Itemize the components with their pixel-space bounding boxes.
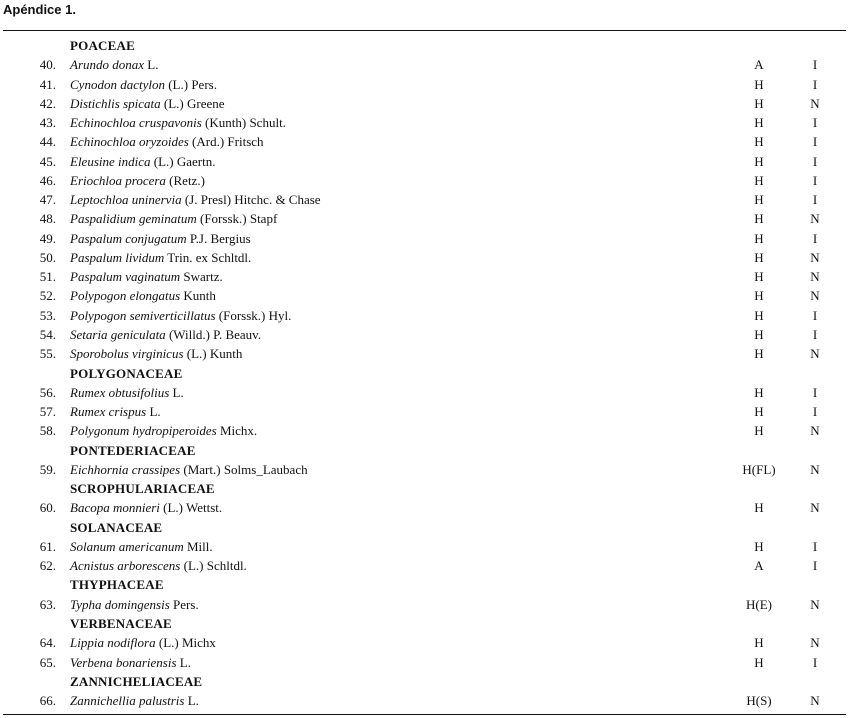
life-form-code: H — [754, 288, 764, 304]
author-citation: L. — [179, 654, 191, 670]
family-row — [0, 614, 850, 633]
scientific-name: Bacopa monnieri — [70, 500, 160, 516]
origin-code: I — [812, 153, 818, 169]
species-name — [70, 75, 217, 94]
origin-code: N — [810, 500, 820, 516]
author-citation: (Kunth) Schult. — [205, 115, 286, 131]
origin-code: N — [810, 249, 820, 265]
species-number: 43. — [39, 115, 56, 131]
species-name — [70, 306, 291, 325]
life-form-code: H — [754, 76, 764, 92]
life-form-code: H — [754, 307, 764, 323]
species-row — [0, 267, 850, 286]
scientific-name: Polypogon elongatus — [70, 288, 181, 304]
species-number: 64. — [39, 635, 56, 651]
origin-code: N — [810, 635, 820, 651]
species-row — [0, 152, 850, 171]
origin-code: I — [812, 307, 818, 323]
scientific-name: Lippia nodiflora — [70, 635, 156, 651]
scientific-name: Acnistus arborescens — [70, 558, 181, 574]
life-form-code: H(S) — [746, 693, 772, 709]
family-name: POLYGONACEAE — [70, 365, 183, 381]
life-form-code: H — [754, 172, 764, 188]
life-form-code: H — [754, 153, 764, 169]
family-row — [0, 479, 850, 498]
origin-code: I — [812, 230, 818, 246]
species-row — [0, 556, 850, 575]
scientific-name: Rumex crispus — [70, 404, 147, 420]
family-name: ZANNICHELIACEAE — [70, 673, 203, 689]
scientific-name: Polypogon semiverticillatus — [70, 307, 216, 323]
scientific-name: Echinochloa oryzoides — [70, 134, 189, 150]
scientific-name: Distichlis spicata — [70, 95, 161, 111]
life-form-code: H — [754, 249, 764, 265]
species-name — [70, 55, 158, 74]
scientific-name: Paspalidium geminatum — [70, 211, 197, 227]
life-form-code: H — [754, 326, 764, 342]
species-name — [70, 653, 191, 672]
origin-code: I — [812, 384, 818, 400]
life-form-code: H — [754, 346, 764, 362]
life-form-code: H(FL) — [742, 461, 776, 477]
species-name — [70, 556, 247, 575]
scientific-name: Setaria geniculata — [70, 326, 166, 342]
origin-code: I — [812, 57, 818, 73]
species-table — [0, 36, 850, 710]
origin-code: I — [812, 558, 818, 574]
author-citation: (L.) Greene — [163, 95, 225, 111]
scientific-name: Echinochloa cruspavonis — [70, 115, 202, 131]
origin-code: N — [810, 288, 820, 304]
species-row — [0, 537, 850, 556]
species-row — [0, 421, 850, 440]
species-row — [0, 306, 850, 325]
author-citation: Michx. — [219, 423, 258, 439]
scientific-name: Rumex obtusifolius — [70, 384, 170, 400]
family-name: SOLANACEAE — [70, 519, 163, 535]
author-citation: (Retz.) — [169, 172, 205, 188]
author-citation: (Ard.) Fritsch — [192, 134, 264, 150]
scientific-name: Polygonum hydropiperoides — [70, 423, 217, 439]
scientific-name: Typha domingensis — [70, 596, 170, 612]
species-name — [70, 94, 225, 113]
scientific-name: Zannichellia palustris — [70, 693, 185, 709]
species-name — [70, 537, 213, 556]
origin-code: I — [812, 654, 818, 670]
species-number: 54. — [39, 326, 56, 342]
family-name: SCROPHULARIACEAE — [70, 481, 215, 497]
species-number: 62. — [39, 558, 56, 574]
origin-code: N — [810, 461, 820, 477]
life-form-code: H — [754, 404, 764, 420]
life-form-code: H — [754, 538, 764, 554]
origin-code: I — [812, 404, 818, 420]
author-citation: Swartz. — [183, 269, 223, 285]
author-citation: (Forssk.) Hyl. — [218, 307, 292, 323]
appendix-heading: Apéndice 1. — [3, 2, 76, 17]
species-row — [0, 190, 850, 209]
species-row — [0, 229, 850, 248]
author-citation: Mill. — [187, 538, 213, 554]
species-name — [70, 171, 205, 190]
author-citation: (Forssk.) Stapf — [200, 211, 278, 227]
species-name — [70, 229, 251, 248]
life-form-code: H — [754, 635, 764, 651]
family-name: POACEAE — [70, 38, 135, 53]
origin-code: I — [812, 115, 818, 131]
species-row — [0, 595, 850, 614]
species-name — [70, 248, 251, 267]
species-number: 52. — [39, 288, 56, 304]
species-row — [0, 460, 850, 479]
life-form-code: H — [754, 134, 764, 150]
species-name — [70, 421, 257, 440]
scientific-name: Verbena bonariensis — [70, 654, 177, 670]
species-name — [70, 113, 286, 132]
author-citation: L. — [187, 693, 199, 709]
author-citation: Pers. — [173, 596, 199, 612]
author-citation: P.J. Bergius — [189, 230, 251, 246]
species-name — [70, 267, 223, 286]
author-citation: (Mart.) Solms_Laubach — [183, 461, 308, 477]
species-row — [0, 171, 850, 190]
author-citation: (J. Presl) Hitchc. & Chase — [184, 192, 321, 208]
species-name — [70, 152, 215, 171]
species-number: 41. — [39, 76, 56, 92]
species-name — [70, 498, 222, 517]
species-number: 61. — [39, 538, 56, 554]
species-number: 63. — [39, 596, 56, 612]
origin-code: N — [810, 693, 820, 709]
author-citation: (L.) Wettst. — [163, 500, 223, 516]
author-citation: L. — [172, 384, 184, 400]
family-row — [0, 575, 850, 594]
author-citation: (Willd.) P. Beauv. — [168, 326, 262, 342]
origin-code: N — [810, 423, 820, 439]
species-name — [70, 209, 277, 228]
species-row — [0, 498, 850, 517]
scientific-name: Leptochloa uninervia — [70, 192, 182, 208]
origin-code: I — [812, 326, 818, 342]
life-form-code: H — [754, 423, 764, 439]
species-row — [0, 325, 850, 344]
origin-code: I — [812, 76, 818, 92]
life-form-code: H — [754, 211, 764, 227]
life-form-code: H(E) — [746, 596, 772, 612]
scientific-name: Sporobolus virginicus — [70, 346, 184, 362]
life-form-code: H — [754, 500, 764, 516]
species-name — [70, 595, 199, 614]
species-name — [70, 633, 216, 652]
species-number: 59. — [39, 461, 56, 477]
origin-code: N — [810, 596, 820, 612]
life-form-code: H — [754, 95, 764, 111]
species-number: 60. — [39, 500, 56, 516]
species-row — [0, 383, 850, 402]
author-citation: (L.) Kunth — [186, 346, 243, 362]
life-form-code: H — [754, 269, 764, 285]
origin-code: N — [810, 95, 820, 111]
scientific-name: Solanum americanum — [70, 538, 184, 554]
species-row — [0, 94, 850, 113]
species-name — [70, 402, 161, 421]
family-name: PONTEDERIACEAE — [70, 442, 196, 458]
scientific-name: Paspalum conjugatum — [70, 230, 187, 246]
author-citation: Trin. ex Schltdl. — [167, 249, 252, 265]
origin-code: N — [810, 346, 820, 362]
scientific-name: Eleusine indica — [70, 153, 151, 169]
species-number: 40. — [39, 57, 56, 73]
species-row — [0, 653, 850, 672]
species-name — [70, 286, 216, 305]
species-number: 47. — [39, 192, 56, 208]
origin-code: N — [810, 211, 820, 227]
life-form-code: H — [754, 115, 764, 131]
species-name — [70, 460, 308, 479]
scientific-name: Arundo donax — [70, 57, 145, 73]
table-top-rule — [3, 30, 846, 31]
family-name: VERBENACEAE — [70, 615, 172, 631]
author-citation: (L.) Michx — [158, 635, 216, 651]
species-name — [70, 132, 264, 151]
species-number: 49. — [39, 230, 56, 246]
species-number: 56. — [39, 384, 56, 400]
species-name — [70, 190, 321, 209]
species-row — [0, 286, 850, 305]
family-row — [0, 364, 850, 383]
family-row — [0, 36, 850, 55]
table-bottom-rule — [3, 714, 846, 715]
scientific-name: Cynodon dactylon — [70, 76, 165, 92]
scientific-name: Paspalum vaginatum — [70, 269, 181, 285]
life-form-code: H — [754, 654, 764, 670]
species-name — [70, 325, 261, 344]
scientific-name: Eichhornia crassipes — [70, 461, 181, 477]
author-citation: Kunth — [183, 288, 216, 304]
species-number: 48. — [39, 211, 56, 227]
species-number: 53. — [39, 307, 56, 323]
species-number: 45. — [39, 153, 56, 169]
author-citation: (L.) Schltdl. — [183, 558, 247, 574]
species-row — [0, 132, 850, 151]
author-citation: (L.) Pers. — [168, 76, 217, 92]
origin-code: I — [812, 134, 818, 150]
species-row — [0, 402, 850, 421]
scientific-name: Eriochloa procera — [70, 172, 166, 188]
species-number: 57. — [39, 404, 56, 420]
family-row — [0, 518, 850, 537]
species-row — [0, 209, 850, 228]
species-number: 65. — [39, 654, 56, 670]
species-row — [0, 691, 850, 710]
life-form-code: A — [754, 558, 764, 574]
author-citation: L. — [147, 57, 159, 73]
author-citation: (L.) Gaertn. — [153, 153, 216, 169]
author-citation: L. — [149, 404, 161, 420]
life-form-code: H — [754, 192, 764, 208]
species-row — [0, 75, 850, 94]
life-form-code: H — [754, 230, 764, 246]
species-number: 55. — [39, 346, 56, 362]
species-number: 58. — [39, 423, 56, 439]
species-name — [70, 344, 242, 363]
family-row — [0, 672, 850, 691]
species-number: 66. — [39, 693, 56, 709]
family-name: THYPHACEAE — [70, 577, 164, 593]
species-row — [0, 633, 850, 652]
life-form-code: H — [754, 384, 764, 400]
species-row — [0, 344, 850, 363]
origin-code: I — [812, 538, 818, 554]
species-name — [70, 383, 184, 402]
species-name — [70, 691, 199, 710]
origin-code: N — [810, 269, 820, 285]
origin-code: I — [812, 192, 818, 208]
species-row — [0, 113, 850, 132]
species-number: 51. — [39, 269, 56, 285]
species-row — [0, 55, 850, 74]
species-row — [0, 248, 850, 267]
family-row — [0, 441, 850, 460]
species-number: 46. — [39, 172, 56, 188]
species-number: 44. — [39, 134, 56, 150]
species-number: 50. — [39, 249, 56, 265]
origin-code: I — [812, 172, 818, 188]
species-number: 42. — [39, 95, 56, 111]
life-form-code: A — [754, 57, 764, 73]
scientific-name: Paspalum lividum — [70, 249, 165, 265]
